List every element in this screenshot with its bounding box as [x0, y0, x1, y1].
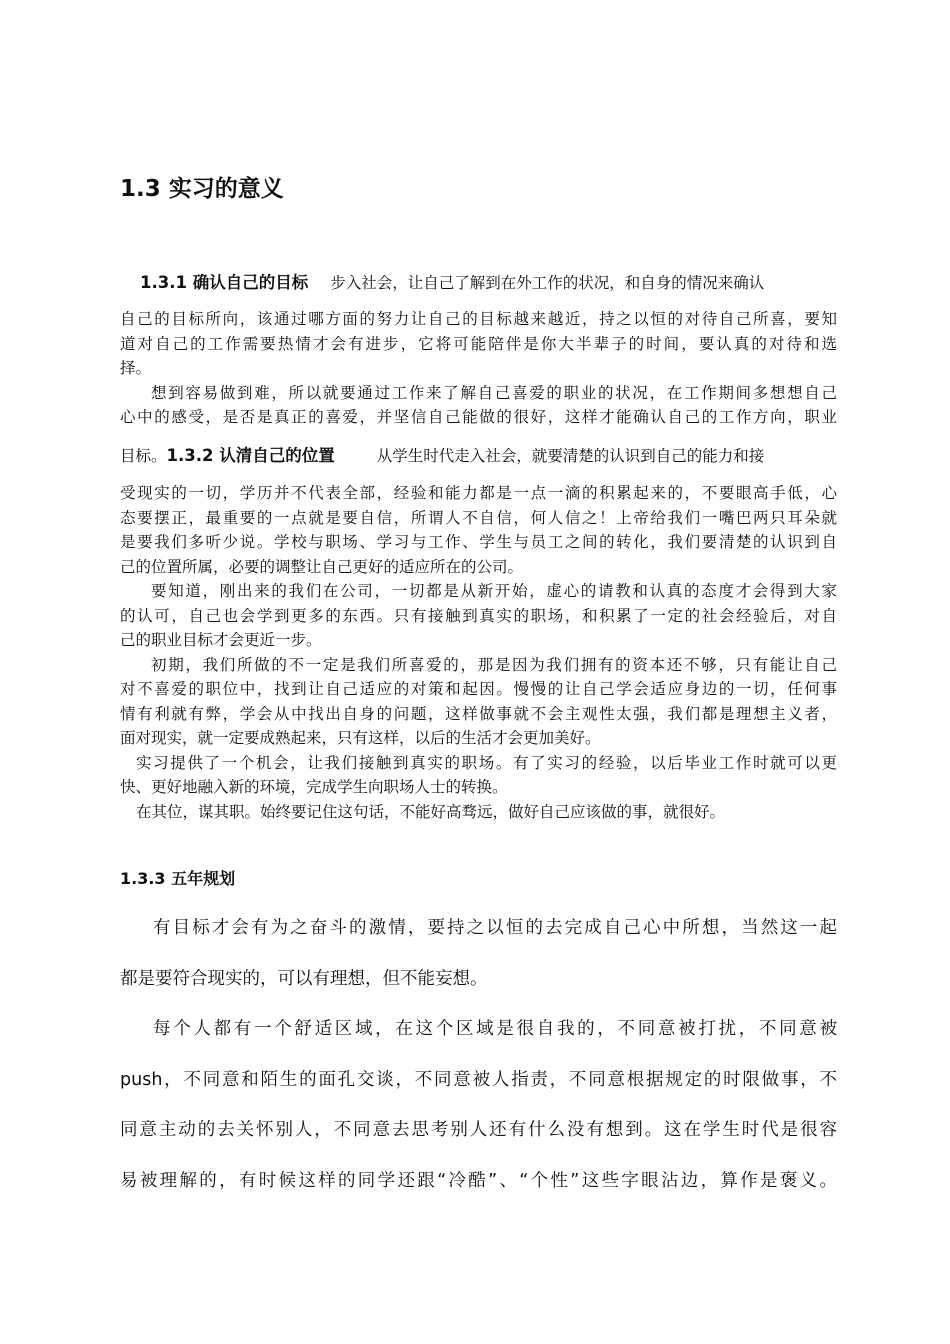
- s131-para1-line: 择。: [120, 359, 152, 377]
- s132-para3-line: 情有利就有弊，学会从中找出自身的问题，这样做事就不会主观性太强，我们都是理想主义者，: [120, 704, 837, 723]
- s132-para5-line: 在其位，谋其职。始终要记住这句话，不能好高骛远，做好自己应该做的事，就很好。: [136, 802, 726, 821]
- s132-para4-line: 快、更好地融入新的环境，完成学生向职场人士的转换。: [120, 778, 508, 796]
- s131-heading-line: [120, 270, 837, 296]
- s132-para1-line: 受现实的一切，学历并不代表全部，经验和能力都是一点一滴的积累起来的，不要眼高手低，心: [120, 484, 837, 502]
- s132-heading-line: [120, 442, 837, 470]
- s132-para3-line: 对不喜爱的职位中，找到让自己适应的对策和起因。慢慢的让自己学会适应身边的一切，任何事: [120, 680, 837, 698]
- s132-para1-line: 态要摆正，最重要的一点就是要自信，所谓人不自信，何人信之！上帝给我们一嘴巴两只耳朵就: [120, 508, 837, 527]
- s131-para2-line: 心中的感受，是否是真正的喜爱，并坚信自己能做的很好，这样才能确认自己的工作方向，职业: [120, 408, 837, 426]
- s132-para3-line: 初期，我们所做的不一定是我们所喜爱的，那是因为我们拥有的资本还不够，只有能让自己: [151, 655, 837, 674]
- section-1-3-1: [120, 270, 837, 296]
- section-title: 1.3 实习的意义: [120, 176, 284, 202]
- s132-body: [120, 481, 837, 824]
- s131-para1: [120, 307, 837, 430]
- s132-heading: 1.3.2 认清自己的位置: [166, 446, 335, 465]
- s131-para1-line: 道对自己的工作需要热情才会有进步，它将可能陪伴是你大半辈子的时间，要认真的对待和选: [120, 334, 837, 353]
- s131-line1: 步入社会，让自己了解到在外工作的状况，和自身的情况来确认: [330, 274, 765, 292]
- s132-para4-line: 实习提供了一个机会，让我们接触到真实的职场。有了实习的经验，以后毕业工作时就可以更: [136, 753, 837, 772]
- s132-para1-line: 是要我们多听少说。学校与职场、学习与工作、学生与员工之间的转化，我们要清楚的认识到自: [120, 533, 837, 551]
- s132-para2-line: 的认可，自己也会学到更多的东西。只有接触到真实的职场，和积累了一定的社会经验后，对自: [120, 606, 837, 625]
- s133-para1-line: 都是要符合现实的，可以有理想，但不能妄想。: [120, 968, 488, 989]
- s133-para2-line: 同意主动的去关怀别人，不同意去思考别人还有什么没有想到。这在学生时代是很容: [120, 1120, 837, 1140]
- s133-heading: 1.3.3 五年规划: [120, 869, 236, 888]
- s133-body: [120, 903, 837, 1206]
- s133-para2-line: 易被理解的，有时候这样的同学还跟“冷酷”、“个性”这些字眼沾边，算作是褒义。: [120, 1170, 837, 1191]
- s132-para2-line: 己的职业目标才会更近一步。: [120, 631, 322, 649]
- s132-para1-line: 己的位置所属，必要的调整让自己更好的适应所在的公司。: [120, 557, 524, 576]
- s132-para2-line: 要知道，刚出来的我们在公司，一切都是从新开始，虚心的请教和认真的态度才会得到大家: [151, 582, 837, 600]
- s133-para2-line: push，不同意和陌生的面孔交谈，不同意被人指责，不同意根据规定的时限做事，不: [120, 1069, 837, 1090]
- s133-para1-line: 有目标才会有为之奋斗的激情，要持之以恒的去完成自己心中所想，当然这一起: [153, 918, 837, 938]
- s132-line1: 从学生时代走入社会，就要清楚的认识到自己的能力和接: [376, 447, 765, 465]
- s131-para1-line: 自己的目标所向，该通过哪方面的努力让自己的目标越来越近，持之以恒的对待自己所喜，要知: [120, 310, 837, 328]
- s132-para3-line: 面对现实，就一定要成熟起来，只有这样，以后的生活才会更加美好。: [120, 729, 601, 747]
- s131-para2-line: 想到容易做到难，所以就要通过工作来了解自己喜爱的职业的状况，在工作期间多想想自己: [151, 383, 837, 402]
- s131-heading: 1.3.1 确认自己的目标: [140, 273, 309, 292]
- s131-para2-end: 目标。: [120, 447, 167, 465]
- s133-para2-line: 每个人都有一个舒适区域，在这个区域是很自我的，不同意被打扰，不同意被: [153, 1019, 837, 1039]
